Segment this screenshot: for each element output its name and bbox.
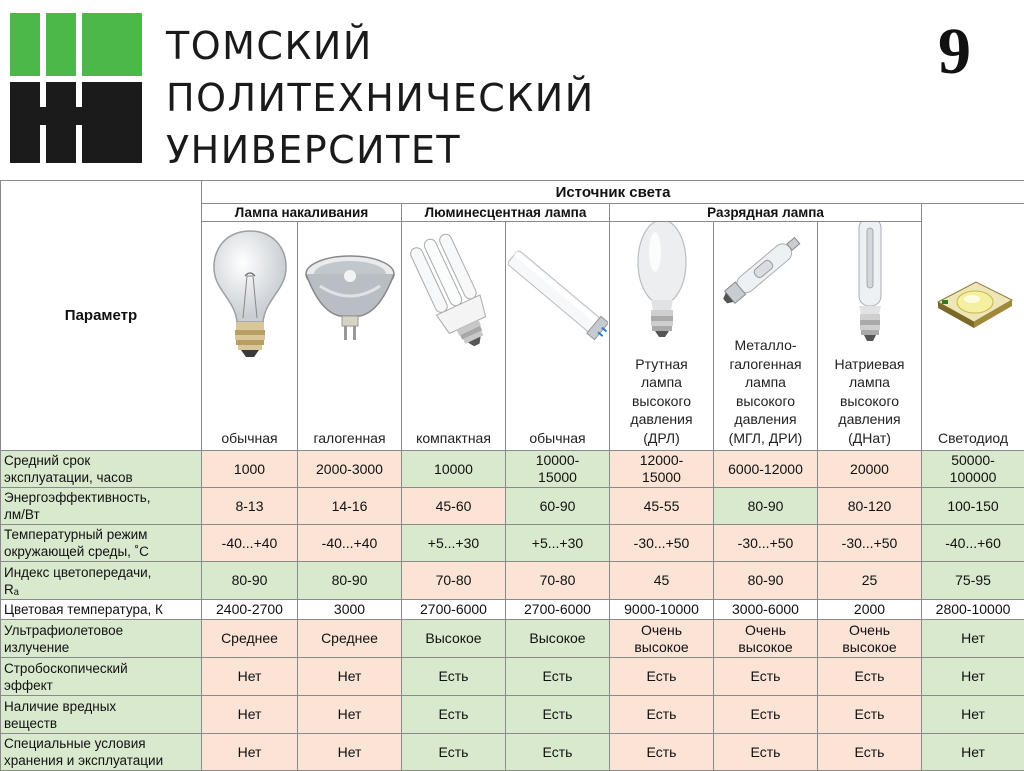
table-cell: 2700-6000 <box>506 600 610 620</box>
university-line: ТОМСКИЙ <box>166 20 595 72</box>
lamp-column-metal-halide <box>714 222 818 451</box>
table-cell: Нет <box>298 696 402 734</box>
table-cell: Нет <box>202 696 298 734</box>
university-logo <box>10 13 142 163</box>
group-discharge: Разрядная лампа <box>610 204 922 222</box>
table-cell: Есть <box>610 696 714 734</box>
lamp-column-halogen <box>298 222 402 451</box>
table-cell: 3000-6000 <box>714 600 818 620</box>
table-cell: Нет <box>202 658 298 696</box>
table-cell: 2800-10000 <box>922 600 1024 620</box>
table-cell: 2700-6000 <box>402 600 506 620</box>
incandescent-bulb-icon <box>202 226 297 366</box>
table-cell: +5...+30 <box>506 525 610 562</box>
table-cell: Есть <box>506 696 610 734</box>
lamp-label: компактная <box>404 429 503 448</box>
table-cell: Нет <box>298 658 402 696</box>
table-cell: 20000 <box>818 451 922 488</box>
table-cell: Есть <box>714 658 818 696</box>
table-cell: Есть <box>506 734 610 771</box>
row-label: Стробоскопический эффект <box>1 658 202 696</box>
led-chip-icon <box>922 234 1024 374</box>
table-cell: 12000- 15000 <box>610 451 714 488</box>
table-cell: Нет <box>202 734 298 771</box>
row-label: Ультрафиолетовое излучение <box>1 620 202 658</box>
row-label: Индекс цветопередачи, Rₐ <box>1 562 202 600</box>
mercury-lamp-icon <box>610 224 713 344</box>
table-cell: Есть <box>818 696 922 734</box>
table-cell: 100-150 <box>922 488 1024 525</box>
table-cell: 75-95 <box>922 562 1024 600</box>
table-cell: Среднее <box>202 620 298 658</box>
light-source-header: Источник света <box>202 181 1024 204</box>
table-cell: 80-90 <box>714 488 818 525</box>
table-cell: 10000- 15000 <box>506 451 610 488</box>
lamp-column-tube <box>506 222 610 451</box>
lamp-label: Натриевая лампа высокого давления (ДНат) <box>820 355 919 448</box>
table-cell: 50000- 100000 <box>922 451 1024 488</box>
table-cell: Есть <box>402 658 506 696</box>
table-row <box>1 600 1024 620</box>
table-cell: 80-90 <box>714 562 818 600</box>
table-cell: Нет <box>922 620 1024 658</box>
university-line: УНИВЕРСИТЕТ <box>166 124 595 176</box>
table-cell: Очень высокое <box>610 620 714 658</box>
table-cell: Высокое <box>402 620 506 658</box>
table-row <box>1 620 1024 658</box>
table-row <box>1 696 1024 734</box>
university-line: ПОЛИТЕХНИЧЕСКИЙ <box>166 72 595 124</box>
row-label: Наличие вредных веществ <box>1 696 202 734</box>
table-cell: -30...+50 <box>610 525 714 562</box>
table-row <box>1 451 1024 488</box>
sodium-lamp-icon <box>818 224 921 344</box>
university-name <box>166 20 595 176</box>
halogen-reflector-icon <box>298 226 401 366</box>
table-cell: 1000 <box>202 451 298 488</box>
table-cell: 2000 <box>818 600 922 620</box>
table-cell: Нет <box>922 734 1024 771</box>
table-cell: 80-90 <box>298 562 402 600</box>
group-incandescent: Лампа накаливания <box>202 204 402 222</box>
table-cell: Высокое <box>506 620 610 658</box>
table-cell: -30...+50 <box>818 525 922 562</box>
row-label: Цветовая температура, К <box>1 600 202 620</box>
row-label: Энергоэффективность, лм/Вт <box>1 488 202 525</box>
table-cell: Есть <box>610 658 714 696</box>
table-cell: -40...+40 <box>298 525 402 562</box>
row-label: Специальные условия хранения и эксплуатации <box>1 734 202 771</box>
table-row <box>1 734 1024 771</box>
lamp-label: Ртутная лампа высокого давления (ДРЛ) <box>612 355 711 448</box>
table-row <box>1 562 1024 600</box>
lamp-label: обычная <box>508 429 607 448</box>
lamp-label: обычная <box>204 429 295 448</box>
table-cell: 10000 <box>402 451 506 488</box>
lamp-column-mercury <box>610 222 714 451</box>
table-row <box>1 525 1024 562</box>
table-cell: 25 <box>818 562 922 600</box>
table-cell: 45 <box>610 562 714 600</box>
table-cell: Среднее <box>298 620 402 658</box>
table-cell: Есть <box>610 734 714 771</box>
lamp-column-incandescent <box>202 222 298 451</box>
table-cell: 70-80 <box>402 562 506 600</box>
table-cell: Есть <box>402 696 506 734</box>
table-cell: 60-90 <box>506 488 610 525</box>
table-cell: Очень высокое <box>714 620 818 658</box>
table-cell: -40...+40 <box>202 525 298 562</box>
page-number: 9 <box>938 14 971 90</box>
metal-halide-lamp-icon <box>714 224 817 319</box>
table-cell: 6000-12000 <box>714 451 818 488</box>
table-cell: 45-55 <box>610 488 714 525</box>
table-cell: 9000-10000 <box>610 600 714 620</box>
table-cell: -40...+60 <box>922 525 1024 562</box>
table-cell: 8-13 <box>202 488 298 525</box>
table-cell: Есть <box>714 734 818 771</box>
table-cell: 2000-3000 <box>298 451 402 488</box>
lamp-label: Металло- галогенная лампа высокого давления (МГЛ, ДРИ) <box>716 336 815 447</box>
table-cell: 70-80 <box>506 562 610 600</box>
lamp-column-led <box>922 204 1024 451</box>
table-cell: Нет <box>922 696 1024 734</box>
parameter-header: Параметр <box>1 181 202 451</box>
table-cell: Есть <box>818 734 922 771</box>
table-cell: 80-90 <box>202 562 298 600</box>
table-cell: Очень высокое <box>818 620 922 658</box>
lamp-label: Светодиод <box>924 429 1022 448</box>
row-label: Средний срок эксплуатации, часов <box>1 451 202 488</box>
table-cell: 2400-2700 <box>202 600 298 620</box>
row-label: Температурный режим окружающей среды, ˚С <box>1 525 202 562</box>
table-row <box>1 488 1024 525</box>
fluorescent-tube-icon <box>506 226 609 366</box>
table-cell: 14-16 <box>298 488 402 525</box>
table-cell: +5...+30 <box>402 525 506 562</box>
table-cell: 3000 <box>298 600 402 620</box>
table-cell: 80-120 <box>818 488 922 525</box>
group-fluorescent: Люминесцентная лампа <box>402 204 610 222</box>
table-cell: Есть <box>402 734 506 771</box>
light-source-comparison-table <box>0 180 1024 771</box>
lamp-column-sodium <box>818 222 922 451</box>
compact-fluorescent-icon <box>402 226 505 366</box>
lamp-label: галогенная <box>300 429 399 448</box>
table-cell: Нет <box>922 658 1024 696</box>
table-cell: Есть <box>818 658 922 696</box>
lamp-column-compact <box>402 222 506 451</box>
table-cell: 45-60 <box>402 488 506 525</box>
table-cell: Нет <box>298 734 402 771</box>
table-cell: Есть <box>506 658 610 696</box>
table-cell: -30...+50 <box>714 525 818 562</box>
table-row <box>1 658 1024 696</box>
table-cell: Есть <box>714 696 818 734</box>
